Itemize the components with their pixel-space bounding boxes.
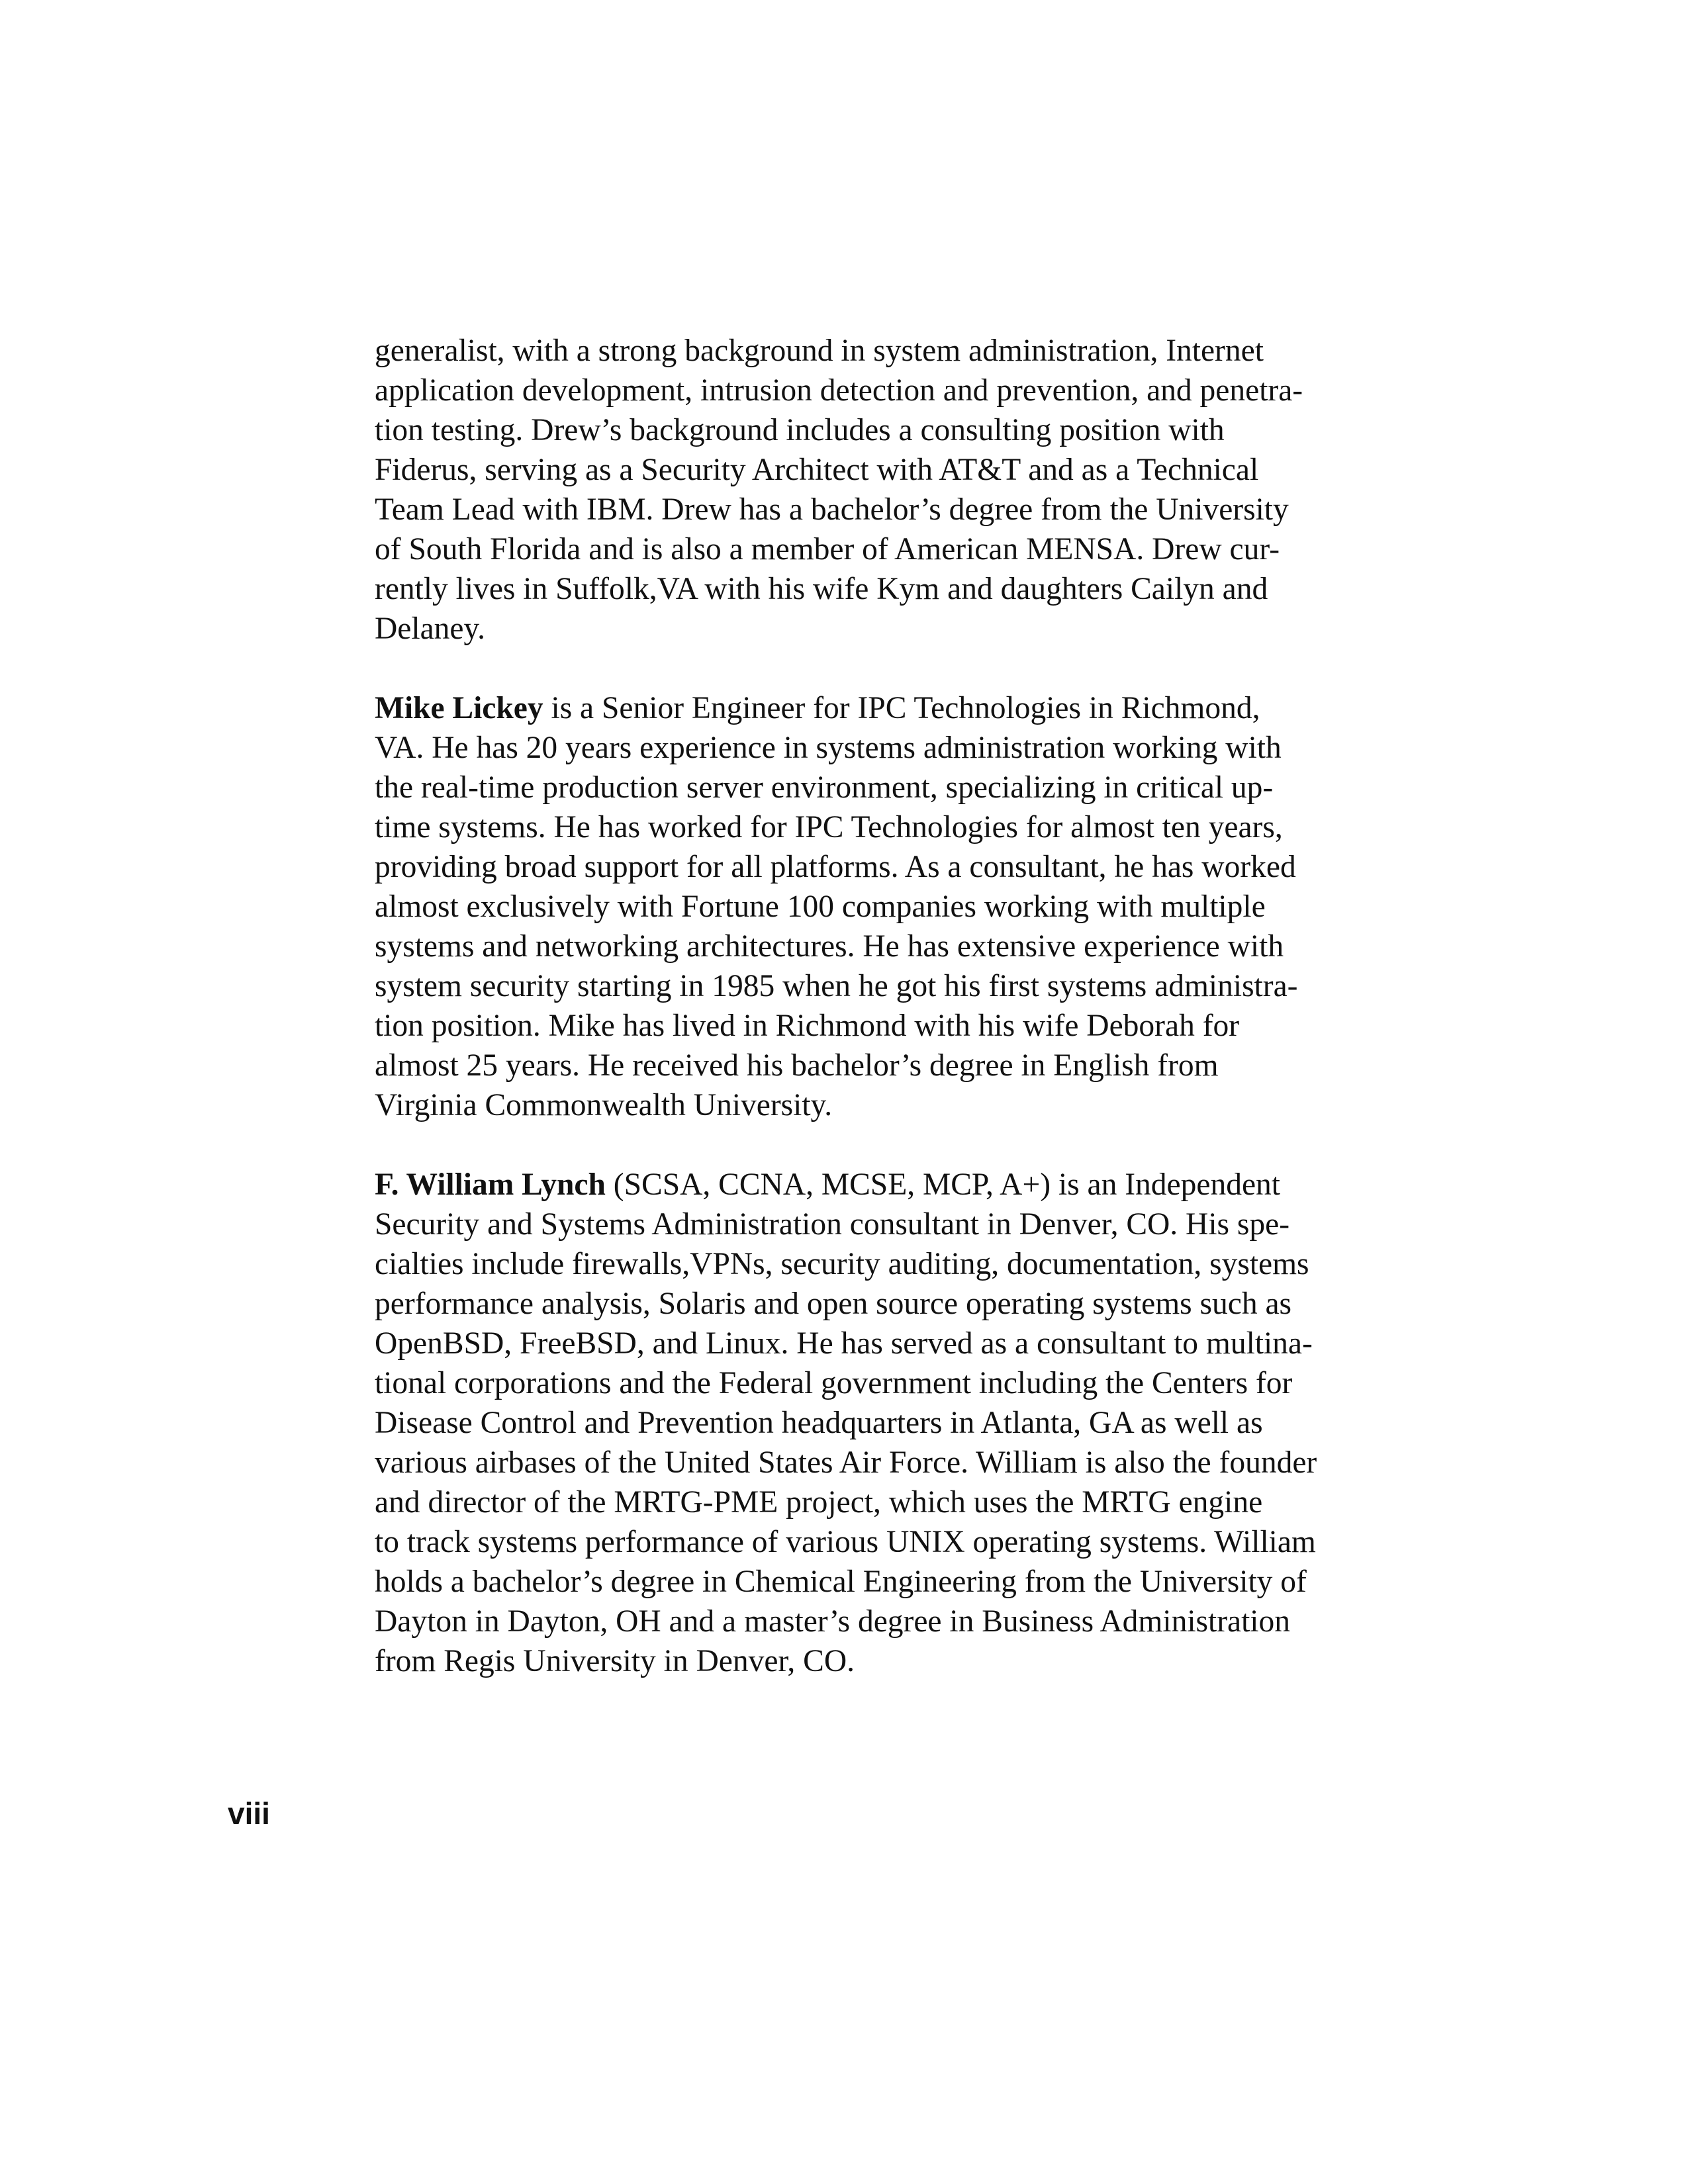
text-line: tion position. Mike has lived in Richmond with his wife Deborah for bbox=[375, 1009, 1240, 1043]
bio-paragraph-mike-lickey bbox=[375, 688, 1354, 1125]
text-line: Security and Systems Administration consultant in Denver, CO. His spe- bbox=[375, 1207, 1290, 1242]
bio-paragraph-drew bbox=[375, 331, 1354, 649]
bio-name: F. William Lynch bbox=[375, 1167, 606, 1202]
text-line: Disease Control and Prevention headquarters in Atlanta, GA as well as bbox=[375, 1406, 1263, 1440]
bio-first-line-text: is a Senior Engineer for IPC Technologies in Richmond, bbox=[543, 691, 1260, 725]
text-line: almost exclusively with Fortune 100 companies working with multiple bbox=[375, 889, 1266, 924]
text-line: almost 25 years. He received his bachelor’s degree in English from bbox=[375, 1048, 1219, 1083]
text-line: generalist, with a strong background in system administration, Internet bbox=[375, 334, 1264, 368]
text-line: application development, intrusion detection and prevention, and penetra- bbox=[375, 373, 1303, 408]
bio-first-line bbox=[375, 1165, 1354, 1205]
page-number: viii bbox=[228, 1796, 270, 1831]
text-line: of South Florida and is also a member of American MENSA. Drew cur- bbox=[375, 532, 1280, 567]
text-line: Fiderus, serving as a Security Architect with AT&T and as a Technical bbox=[375, 453, 1259, 487]
bio-first-line bbox=[375, 688, 1354, 728]
text-line: cialties include firewalls,VPNs, security auditing, documentation, systems bbox=[375, 1247, 1309, 1281]
text-line: and director of the MRTG-PME project, which uses the MRTG engine bbox=[375, 1485, 1263, 1520]
bio-name: Mike Lickey bbox=[375, 691, 543, 725]
text-line: systems and networking architectures. He has extensive experience with bbox=[375, 929, 1284, 964]
text-line: various airbases of the United States Air Force. William is also the founder bbox=[375, 1445, 1317, 1480]
text-line: holds a bachelor’s degree in Chemical Engineering from the University of bbox=[375, 1565, 1307, 1599]
text-line: Delaney. bbox=[375, 612, 486, 646]
text-line: time systems. He has worked for IPC Technologies for almost ten years, bbox=[375, 810, 1283, 844]
text-line: providing broad support for all platforms. As a consultant, he has worked bbox=[375, 850, 1296, 884]
text-line: tional corporations and the Federal government including the Centers for bbox=[375, 1366, 1293, 1400]
bio-first-line-text: (SCSA, CCNA, MCSE, MCP, A+) is an Independent bbox=[605, 1167, 1280, 1202]
bio-paragraph-william-lynch bbox=[375, 1165, 1354, 1681]
text-line: Virginia Commonwealth University. bbox=[375, 1088, 833, 1122]
text-line: system security starting in 1985 when he got his first systems administra- bbox=[375, 969, 1298, 1003]
text-line: OpenBSD, FreeBSD, and Linux. He has served as a consultant to multina- bbox=[375, 1326, 1313, 1361]
text-line: tion testing. Drew’s background includes a consulting position with bbox=[375, 413, 1225, 447]
bio-text-column bbox=[375, 331, 1354, 1681]
text-line: rently lives in Suffolk,VA with his wife Kym and daughters Cailyn and bbox=[375, 572, 1268, 606]
text-line: the real-time production server environment, specializing in critical up- bbox=[375, 770, 1274, 805]
text-line: to track systems performance of various UNIX operating systems. William bbox=[375, 1525, 1316, 1559]
text-line: VA. He has 20 years experience in systems administration working with bbox=[375, 731, 1282, 765]
text-line: from Regis University in Denver, CO. bbox=[375, 1644, 855, 1678]
text-line: Dayton in Dayton, OH and a master’s degree in Business Administration bbox=[375, 1604, 1290, 1639]
text-line: Team Lead with IBM. Drew has a bachelor’s degree from the University bbox=[375, 492, 1289, 527]
text-line: performance analysis, Solaris and open source operating systems such as bbox=[375, 1287, 1292, 1321]
